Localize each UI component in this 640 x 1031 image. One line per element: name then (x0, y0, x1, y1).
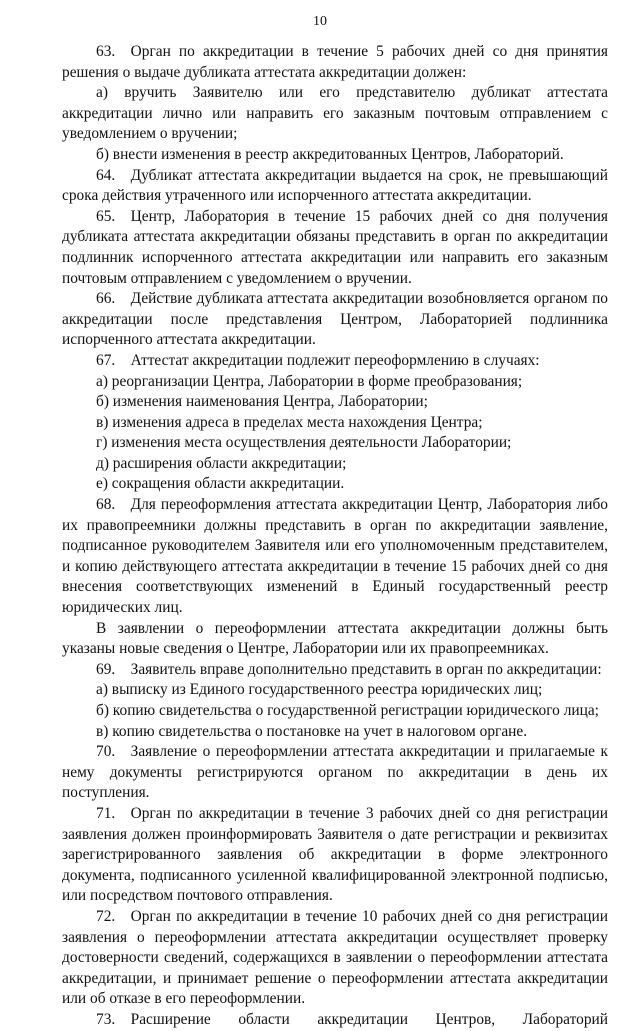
paragraph-63: 63. Орган по аккредитации в течение 5 рабочих дней со дня принятия решения о выдаче дубликата аттестата аккредитации должен: (62, 43, 608, 81)
paragraph-63-b: б) внести изменения в реестр аккредитованных Центров, Лабораторий. (96, 145, 564, 163)
paragraph-63-a: а) вручить Заявителю или его представителю дубликат аттестата аккредитации лично или направить его заказным почтовым отправлением с уведомлением о вручении; (62, 84, 608, 143)
paragraph-64: 64. Дубликат аттестата аккредитации выдается на срок, не превышающий срока действия утраченного или испорченного аттестата аккредитации. (62, 166, 608, 205)
paragraph-71: 71. Орган по аккредитации в течение 3 рабочих дней со дня регистрации заявления должен проинформировать Заявителя о дате регистрации и реквизитах зарегистрированного заявления об аккредитации в форме электронного документа, подписанного усиленной квалифицированной электронной подписью, или посредством почтового отправления. (62, 804, 608, 905)
paragraph-69-v: в) копию свидетельства о постановке на учет в налоговом органе. (96, 722, 528, 740)
paragraph-67: 67. Аттестат аккредитации подлежит переоформлению в случаях: (96, 351, 540, 369)
page-number: 10 (313, 14, 327, 29)
paragraph-67-d: д) расширения области аккредитации; (96, 454, 347, 472)
paragraph-67-b: б) изменения наименования Центра, Лаборатории; (96, 393, 428, 411)
paragraph-67-e: е) сокращения области аккредитации. (96, 475, 345, 493)
paragraph-67-a: а) реорганизации Центра, Лаборатории в форме преобразования; (96, 372, 523, 390)
document-body (62, 42, 608, 1031)
paragraph-67-g: г) изменения места осуществления деятельности Лаборатории; (96, 434, 512, 452)
paragraph-69-b: б) копию свидетельства о государственной регистрации юридического лица; (96, 702, 599, 719)
paragraph-73: 73. Расширение области аккредитации Центров, Лабораторий (96, 1010, 608, 1028)
paragraph-66: 66. Действие дубликата аттестата аккредитации возобновляется органом по аккредитации после представления Центром, Лабораторией подлинника испорченного аттестата аккредитации. (62, 290, 608, 349)
paragraph-67-v: в) изменения адреса в пределах места нахождения Центра; (96, 413, 483, 431)
paragraph-72: 72. Орган по аккредитации в течение 10 рабочих дней со дня регистрации заявления о переоформлении аттестата аккредитации осуществляет проверку достоверности сведений, содержащихся в заявлении о переоформлении аттестата аккредитации, и принимает решение о переоформлении аттестата аккредитации или об отказе в его переоформлении. (62, 907, 608, 1008)
paragraph-68: 68. Для переоформления аттестата аккредитации Центр, Лаборатория либо их правопреемники должны представить в орган по аккредитации заявление, подписанное руководителем Заявителя или его уполномоченным представителем, и копию действующего аттестата аккредитации в течение 15 рабочих дней со дня внесения соответствующих изменений в Единый государственный реестр юридических лиц. (62, 496, 608, 617)
paragraph-69-a: а) выписку из Единого государственного реестра юридических лиц; (96, 681, 543, 699)
paragraph-69: 69. Заявитель вправе дополнительно представить в орган по аккредитации: (96, 660, 602, 678)
paragraph-68-note: В заявлении о переоформлении аттестата аккредитации должны быть указаны новые сведения о Центре, Лаборатории или их правопреемниках. (62, 619, 608, 658)
paragraph-70: 70. Заявление о переоформлении аттестата аккредитации и прилагаемые к нему документы регистрируются органом по аккредитации в день их поступления. (62, 743, 608, 802)
paragraph-65: 65. Центр, Лаборатория в течение 15 рабочих дней со дня получения дубликата аттестата аккредитации обязаны представить в орган по аккредитации подлинник испорченного аттестата аккредитации или направить его заказным почтовым отправлением с уведомлением о вручении. (62, 207, 608, 287)
